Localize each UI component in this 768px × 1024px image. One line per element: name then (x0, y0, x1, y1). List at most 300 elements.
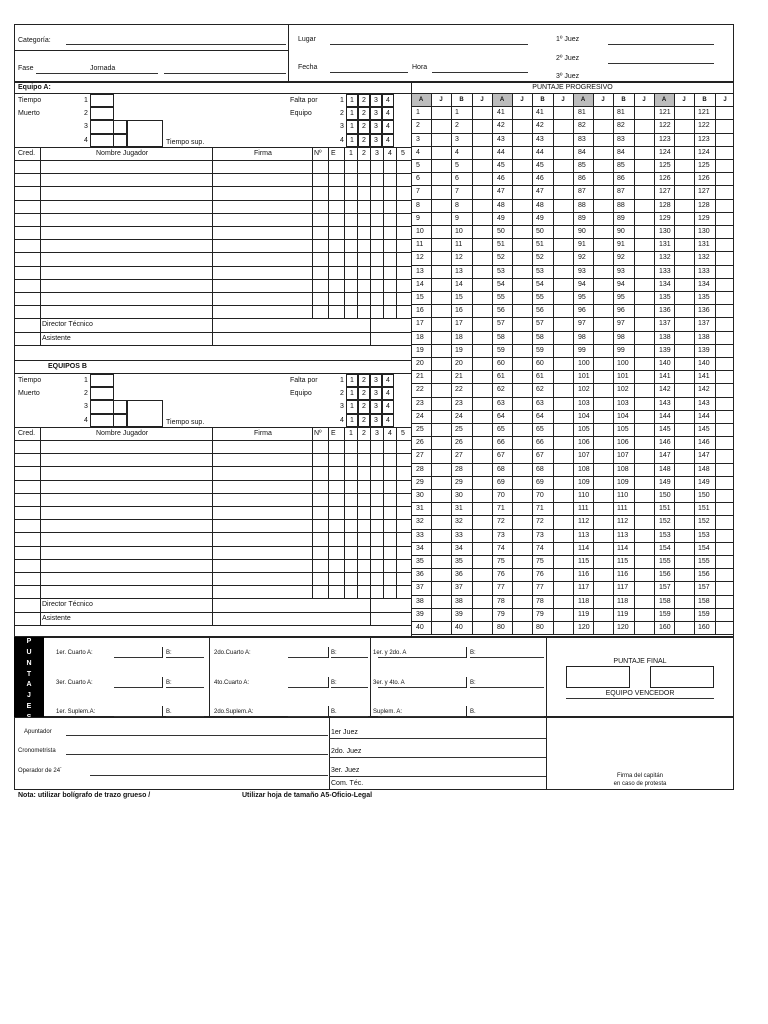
score-b-number[interactable]: 148 (698, 465, 710, 473)
player-name-cell[interactable] (40, 585, 212, 598)
score-b-number[interactable]: 64 (536, 412, 544, 420)
score-a-number[interactable]: 105 (578, 426, 590, 433)
score-b-number[interactable]: 15 (455, 294, 463, 301)
score-b-number[interactable]: 101 (617, 373, 629, 381)
timeout-box[interactable] (90, 400, 114, 413)
score-a-number[interactable]: 7 (416, 188, 420, 196)
score-b-number[interactable]: 77 (536, 584, 544, 592)
score-a-number[interactable]: 3 (416, 135, 420, 143)
score-b-number[interactable]: 86 (617, 175, 625, 183)
score-b-number[interactable]: 7 (455, 188, 459, 196)
score-b-number[interactable]: 94 (617, 280, 625, 288)
quarter-score-a-field[interactable] (114, 687, 162, 688)
timeout-box-extra[interactable] (113, 134, 127, 147)
score-b-number[interactable]: 26 (455, 439, 463, 447)
player-name-cell[interactable] (40, 466, 212, 479)
score-a-number[interactable]: 41 (497, 109, 505, 117)
score-b-number[interactable]: 118 (617, 597, 629, 605)
score-a-number[interactable]: 48 (497, 201, 505, 209)
score-b-number[interactable]: 6 (455, 175, 459, 183)
score-a-number[interactable]: 160 (659, 624, 671, 631)
score-a-number[interactable]: 14 (416, 280, 424, 288)
player-name-cell[interactable] (40, 480, 212, 493)
score-a-number[interactable]: 53 (497, 267, 505, 275)
score-b-number[interactable]: 120 (617, 624, 629, 631)
player-name-cell[interactable] (40, 506, 212, 519)
score-b-number[interactable]: 159 (698, 610, 710, 618)
score-a-number[interactable]: 115 (578, 558, 590, 565)
score-a-number[interactable]: 63 (497, 399, 505, 407)
score-b-number[interactable]: 131 (698, 241, 710, 249)
score-a-number[interactable]: 12 (416, 254, 424, 262)
player-name-cell[interactable] (40, 252, 212, 265)
score-a-number[interactable]: 30 (416, 492, 424, 499)
score-a-number[interactable]: 97 (578, 320, 586, 328)
score-a-number[interactable]: 78 (497, 597, 505, 605)
score-a-number[interactable]: 128 (659, 201, 671, 209)
score-b-number[interactable]: 2 (455, 122, 459, 130)
score-a-number[interactable]: 93 (578, 267, 586, 275)
score-b-number[interactable]: 73 (536, 531, 544, 539)
score-b-number[interactable]: 83 (617, 135, 625, 143)
score-b-number[interactable]: 21 (455, 373, 463, 381)
juez2-field[interactable] (608, 63, 714, 64)
score-b-number[interactable]: 65 (536, 426, 544, 433)
score-b-number[interactable]: 5 (455, 162, 459, 169)
juez2-sign-field[interactable] (329, 757, 546, 758)
score-b-number[interactable]: 45 (536, 162, 544, 169)
score-b-number[interactable]: 95 (617, 294, 625, 301)
score-b-number[interactable]: 3 (455, 135, 459, 143)
score-a-number[interactable]: 159 (659, 610, 671, 618)
player-name-cell[interactable] (40, 572, 212, 585)
score-a-number[interactable]: 19 (416, 346, 424, 354)
score-b-number[interactable]: 149 (698, 478, 710, 486)
score-a-number[interactable]: 9 (416, 214, 420, 222)
score-b-number[interactable]: 98 (617, 333, 625, 341)
score-a-number[interactable]: 55 (497, 294, 505, 301)
score-b-number[interactable]: 116 (617, 571, 629, 579)
score-a-number[interactable]: 130 (659, 228, 671, 235)
score-b-number[interactable]: 108 (617, 465, 629, 473)
score-b-number[interactable]: 130 (698, 228, 710, 235)
score-a-number[interactable]: 89 (578, 214, 586, 222)
score-a-number[interactable]: 38 (416, 597, 424, 605)
score-b-number[interactable]: 47 (536, 188, 544, 196)
score-a-number[interactable]: 133 (659, 267, 671, 275)
score-b-number[interactable]: 9 (455, 214, 459, 222)
quarter-score-b-field[interactable] (166, 657, 204, 658)
score-a-number[interactable]: 100 (578, 360, 590, 367)
score-b-number[interactable]: 128 (698, 201, 710, 209)
quarter-score-b-field[interactable] (331, 657, 368, 658)
score-a-number[interactable]: 86 (578, 175, 586, 183)
score-a-number[interactable]: 75 (497, 558, 505, 565)
score-b-number[interactable]: 61 (536, 373, 544, 381)
score-b-number[interactable]: 152 (698, 518, 710, 526)
score-b-number[interactable]: 85 (617, 162, 625, 169)
cronometrista-field[interactable] (66, 754, 328, 755)
score-a-number[interactable]: 139 (659, 346, 671, 354)
juez3-sign-field[interactable] (329, 776, 546, 777)
score-b-number[interactable]: 62 (536, 386, 544, 394)
player-name-cell[interactable] (40, 532, 212, 545)
score-a-number[interactable]: 150 (659, 492, 671, 499)
score-a-number[interactable]: 154 (659, 544, 671, 552)
score-b-number[interactable]: 115 (617, 558, 629, 565)
score-a-number[interactable]: 28 (416, 465, 424, 473)
score-b-number[interactable]: 60 (536, 360, 544, 367)
score-b-number[interactable]: 154 (698, 544, 710, 552)
score-b-number[interactable]: 68 (536, 465, 544, 473)
quarter-score-a-field[interactable] (288, 657, 328, 658)
quarter-score-a-field[interactable] (378, 687, 466, 688)
juez1-field[interactable] (608, 44, 714, 45)
score-a-number[interactable]: 61 (497, 373, 505, 381)
score-b-number[interactable]: 150 (698, 492, 710, 499)
player-name-cell[interactable] (40, 546, 212, 559)
score-b-number[interactable]: 111 (617, 505, 628, 513)
score-a-number[interactable]: 141 (659, 373, 671, 381)
score-b-number[interactable]: 34 (455, 544, 463, 552)
score-b-number[interactable]: 59 (536, 346, 544, 354)
player-name-cell[interactable] (40, 173, 212, 186)
score-b-number[interactable]: 13 (455, 267, 463, 275)
score-b-number[interactable]: 137 (698, 320, 710, 328)
score-a-number[interactable]: 34 (416, 544, 424, 552)
score-a-number[interactable]: 60 (497, 360, 505, 367)
score-a-number[interactable]: 90 (578, 228, 586, 235)
score-a-number[interactable]: 92 (578, 254, 586, 262)
score-a-number[interactable]: 2 (416, 122, 420, 130)
score-a-number[interactable]: 134 (659, 280, 671, 288)
score-a-number[interactable]: 103 (578, 399, 590, 407)
fecha-field[interactable] (330, 72, 408, 73)
score-b-number[interactable]: 66 (536, 439, 544, 447)
score-b-number[interactable]: 16 (455, 307, 463, 315)
score-b-number[interactable]: 84 (617, 148, 625, 156)
score-b-number[interactable]: 70 (536, 492, 544, 499)
score-a-number[interactable]: 125 (659, 162, 671, 169)
score-a-number[interactable]: 84 (578, 148, 586, 156)
quarter-score-b-field[interactable] (166, 687, 204, 688)
score-b-number[interactable]: 121 (698, 109, 710, 117)
score-b-number[interactable]: 102 (617, 386, 629, 394)
score-a-number[interactable]: 27 (416, 452, 424, 460)
score-b-number[interactable]: 105 (617, 426, 629, 433)
score-b-number[interactable]: 134 (698, 280, 710, 288)
score-a-number[interactable]: 142 (659, 386, 671, 394)
score-a-number[interactable]: 4 (416, 148, 420, 156)
score-b-number[interactable]: 76 (536, 571, 544, 579)
player-name-cell[interactable] (40, 292, 212, 305)
score-b-number[interactable]: 156 (698, 571, 710, 579)
score-a-number[interactable]: 47 (497, 188, 505, 196)
score-b-number[interactable]: 31 (455, 505, 463, 513)
score-a-number[interactable]: 70 (497, 492, 505, 499)
timeout-box[interactable] (90, 374, 114, 387)
score-a-number[interactable]: 62 (497, 386, 505, 394)
score-a-number[interactable]: 137 (659, 320, 671, 328)
score-b-number[interactable]: 56 (536, 307, 544, 315)
score-b-number[interactable]: 138 (698, 333, 710, 341)
score-a-number[interactable]: 80 (497, 624, 505, 631)
score-a-number[interactable]: 50 (497, 228, 505, 235)
score-a-number[interactable]: 10 (416, 228, 424, 235)
score-b-number[interactable]: 103 (617, 399, 629, 407)
score-b-number[interactable]: 127 (698, 188, 710, 196)
score-b-number[interactable]: 32 (455, 518, 463, 526)
player-name-cell[interactable] (40, 559, 212, 572)
score-b-number[interactable]: 49 (536, 214, 544, 222)
score-a-number[interactable]: 67 (497, 452, 505, 460)
score-b-number[interactable]: 135 (698, 294, 710, 301)
score-a-number[interactable]: 91 (578, 241, 586, 249)
score-b-number[interactable]: 82 (617, 122, 625, 130)
score-a-number[interactable]: 21 (416, 373, 424, 381)
score-b-number[interactable]: 146 (698, 439, 710, 447)
score-b-number[interactable]: 8 (455, 201, 459, 209)
score-a-number[interactable]: 114 (578, 544, 590, 552)
score-b-number[interactable]: 71 (536, 505, 544, 513)
score-b-number[interactable]: 55 (536, 294, 544, 301)
score-a-number[interactable]: 127 (659, 188, 671, 196)
score-b-number[interactable]: 48 (536, 201, 544, 209)
score-a-number[interactable]: 42 (497, 122, 505, 130)
quarter-score-a-field[interactable] (288, 687, 328, 688)
score-a-number[interactable]: 147 (659, 452, 671, 460)
score-a-number[interactable]: 32 (416, 518, 424, 526)
score-b-number[interactable]: 125 (698, 162, 710, 169)
apuntador-field[interactable] (66, 735, 328, 736)
quarter-score-a-field[interactable] (114, 657, 162, 658)
score-a-number[interactable]: 8 (416, 201, 420, 209)
score-b-number[interactable]: 133 (698, 267, 710, 275)
score-a-number[interactable]: 46 (497, 175, 505, 183)
hora-field[interactable] (432, 72, 528, 73)
score-a-number[interactable]: 52 (497, 254, 505, 262)
score-b-number[interactable]: 106 (617, 439, 629, 447)
score-a-number[interactable]: 1 (416, 109, 420, 117)
score-a-number[interactable]: 18 (416, 333, 424, 341)
score-a-number[interactable]: 99 (578, 346, 586, 354)
score-a-number[interactable]: 152 (659, 518, 671, 526)
player-name-cell[interactable] (40, 239, 212, 252)
score-a-number[interactable]: 73 (497, 531, 505, 539)
player-name-cell[interactable] (40, 186, 212, 199)
score-a-number[interactable]: 113 (578, 531, 590, 539)
score-a-number[interactable]: 6 (416, 175, 420, 183)
player-name-cell[interactable] (40, 519, 212, 532)
score-a-number[interactable]: 124 (659, 148, 671, 156)
score-a-number[interactable]: 5 (416, 162, 420, 169)
score-b-number[interactable]: 88 (617, 201, 625, 209)
score-b-number[interactable]: 87 (617, 188, 625, 196)
player-name-cell[interactable] (40, 200, 212, 213)
player-name-cell[interactable] (40, 493, 212, 506)
score-b-number[interactable]: 58 (536, 333, 544, 341)
score-b-number[interactable]: 74 (536, 544, 544, 552)
score-a-number[interactable]: 45 (497, 162, 505, 169)
score-b-number[interactable]: 50 (536, 228, 544, 235)
score-a-number[interactable]: 87 (578, 188, 586, 196)
score-a-number[interactable]: 66 (497, 439, 505, 447)
score-b-number[interactable]: 96 (617, 307, 625, 315)
score-b-number[interactable]: 30 (455, 492, 463, 499)
score-a-number[interactable]: 83 (578, 135, 586, 143)
quarter-score-b-field[interactable] (331, 687, 368, 688)
player-name-cell[interactable] (40, 213, 212, 226)
score-a-number[interactable]: 16 (416, 307, 424, 315)
score-b-number[interactable]: 92 (617, 254, 625, 262)
score-a-number[interactable]: 111 (578, 505, 589, 513)
score-a-number[interactable]: 54 (497, 280, 505, 288)
score-a-number[interactable]: 143 (659, 399, 671, 407)
score-a-number[interactable]: 112 (578, 518, 590, 526)
score-b-number[interactable]: 89 (617, 214, 625, 222)
score-b-number[interactable]: 75 (536, 558, 544, 565)
score-b-number[interactable]: 151 (698, 505, 710, 513)
score-a-number[interactable]: 88 (578, 201, 586, 209)
score-b-number[interactable]: 123 (698, 135, 710, 143)
score-a-number[interactable]: 72 (497, 518, 505, 526)
score-a-number[interactable]: 74 (497, 544, 505, 552)
score-b-number[interactable]: 153 (698, 531, 710, 539)
score-a-number[interactable]: 11 (416, 241, 424, 249)
score-b-number[interactable]: 18 (455, 333, 463, 341)
score-b-number[interactable]: 43 (536, 135, 544, 143)
score-b-number[interactable]: 24 (455, 412, 463, 420)
score-b-number[interactable]: 19 (455, 346, 463, 354)
score-b-number[interactable]: 10 (455, 228, 463, 235)
operador-field[interactable] (90, 775, 328, 776)
score-b-number[interactable]: 109 (617, 478, 629, 486)
score-a-number[interactable]: 140 (659, 360, 671, 367)
score-a-number[interactable]: 116 (578, 571, 590, 579)
score-a-number[interactable]: 118 (578, 597, 590, 605)
score-b-number[interactable]: 157 (698, 584, 710, 592)
score-b-number[interactable]: 100 (617, 360, 629, 367)
score-a-number[interactable]: 151 (659, 505, 671, 513)
score-a-number[interactable]: 79 (497, 610, 505, 618)
score-b-number[interactable]: 155 (698, 558, 710, 565)
score-a-number[interactable]: 51 (497, 241, 505, 249)
score-b-number[interactable]: 122 (698, 122, 710, 130)
score-a-number[interactable]: 22 (416, 386, 424, 394)
score-a-number[interactable]: 29 (416, 478, 424, 486)
score-a-number[interactable]: 57 (497, 320, 505, 328)
score-a-number[interactable]: 108 (578, 465, 590, 473)
score-b-number[interactable]: 97 (617, 320, 625, 328)
score-b-number[interactable]: 40 (455, 624, 463, 631)
player-name-cell[interactable] (40, 226, 212, 239)
score-b-number[interactable]: 52 (536, 254, 544, 262)
score-b-number[interactable]: 1 (455, 109, 459, 117)
score-a-number[interactable]: 145 (659, 426, 671, 433)
score-b-number[interactable]: 41 (536, 109, 544, 117)
score-a-number[interactable]: 59 (497, 346, 505, 354)
score-a-number[interactable]: 106 (578, 439, 590, 447)
quarter-score-b-field[interactable] (470, 657, 544, 658)
score-a-number[interactable]: 49 (497, 214, 505, 222)
score-b-number[interactable]: 44 (536, 148, 544, 156)
score-b-number[interactable]: 14 (455, 280, 463, 288)
player-name-cell[interactable] (40, 305, 212, 318)
score-b-number[interactable]: 119 (617, 610, 629, 618)
score-a-number[interactable]: 157 (659, 584, 671, 592)
score-a-number[interactable]: 148 (659, 465, 671, 473)
timeout-box-extra[interactable] (113, 414, 127, 427)
score-a-number[interactable]: 69 (497, 478, 505, 486)
score-a-number[interactable]: 76 (497, 571, 505, 579)
score-b-number[interactable]: 36 (455, 571, 463, 579)
score-b-number[interactable]: 144 (698, 412, 710, 420)
overtime-timeout-box[interactable] (127, 400, 163, 426)
score-b-number[interactable]: 158 (698, 597, 710, 605)
score-a-number[interactable]: 65 (497, 426, 505, 433)
score-a-number[interactable]: 149 (659, 478, 671, 486)
score-a-number[interactable]: 23 (416, 399, 424, 407)
score-b-number[interactable]: 91 (617, 241, 625, 249)
timeout-box[interactable] (90, 387, 114, 400)
score-a-number[interactable]: 26 (416, 439, 424, 447)
score-b-number[interactable]: 114 (617, 544, 629, 552)
score-a-number[interactable]: 132 (659, 254, 671, 262)
score-a-number[interactable]: 121 (659, 109, 671, 117)
score-a-number[interactable]: 56 (497, 307, 505, 315)
score-a-number[interactable]: 155 (659, 558, 671, 565)
score-b-number[interactable]: 12 (455, 254, 463, 262)
score-b-number[interactable]: 81 (617, 109, 625, 117)
winner-field[interactable] (566, 698, 714, 699)
score-b-number[interactable]: 46 (536, 175, 544, 183)
score-a-number[interactable]: 156 (659, 571, 671, 579)
player-name-cell[interactable] (40, 279, 212, 292)
score-a-number[interactable]: 85 (578, 162, 586, 169)
score-a-number[interactable]: 131 (659, 241, 671, 249)
score-a-number[interactable]: 107 (578, 452, 590, 460)
score-b-number[interactable]: 80 (536, 624, 544, 631)
score-a-number[interactable]: 129 (659, 214, 671, 222)
jornada-field[interactable] (164, 73, 286, 74)
player-name-cell[interactable] (40, 266, 212, 279)
score-a-number[interactable]: 119 (578, 610, 590, 618)
quarter-score-a-field[interactable] (378, 657, 466, 658)
score-a-number[interactable]: 37 (416, 584, 424, 592)
score-b-number[interactable]: 51 (536, 241, 544, 249)
score-a-number[interactable]: 43 (497, 135, 505, 143)
score-a-number[interactable]: 98 (578, 333, 586, 341)
score-b-number[interactable]: 72 (536, 518, 544, 526)
score-b-number[interactable]: 23 (455, 399, 463, 407)
score-a-number[interactable]: 64 (497, 412, 505, 420)
score-b-number[interactable]: 39 (455, 610, 463, 618)
player-name-cell[interactable] (40, 440, 212, 453)
score-a-number[interactable]: 158 (659, 597, 671, 605)
score-b-number[interactable]: 117 (617, 584, 629, 592)
score-b-number[interactable]: 141 (698, 373, 710, 381)
player-name-cell[interactable] (40, 453, 212, 466)
score-b-number[interactable]: 160 (698, 624, 710, 631)
score-a-number[interactable]: 122 (659, 122, 671, 130)
score-b-number[interactable]: 142 (698, 386, 710, 394)
score-a-number[interactable]: 144 (659, 412, 671, 420)
timeout-box[interactable] (90, 134, 114, 147)
score-a-number[interactable]: 33 (416, 531, 424, 539)
score-a-number[interactable]: 25 (416, 426, 424, 433)
score-b-number[interactable]: 17 (455, 320, 463, 328)
score-b-number[interactable]: 145 (698, 426, 710, 433)
